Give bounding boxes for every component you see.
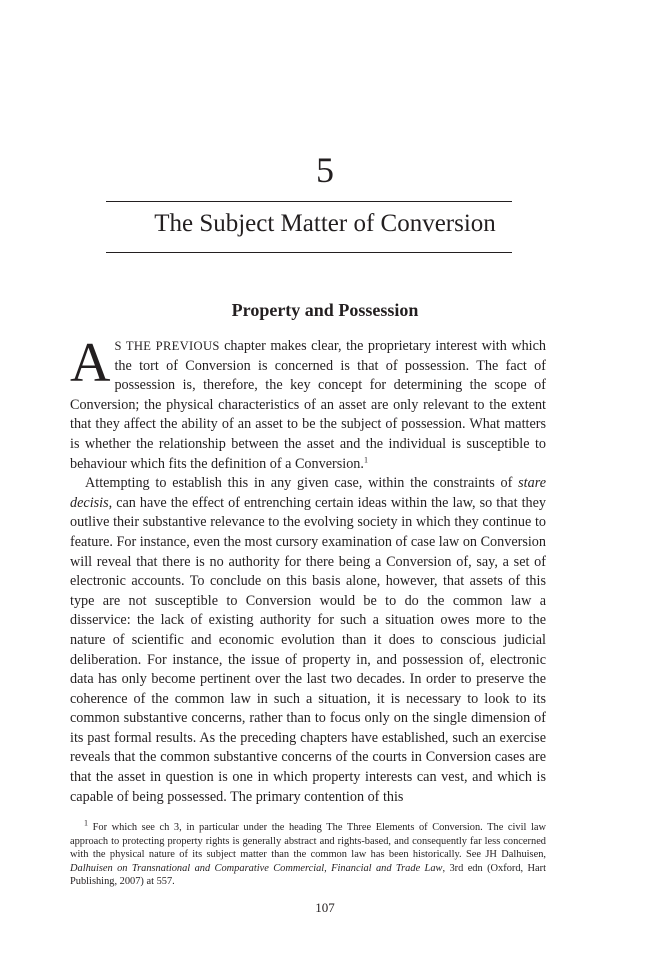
footnote: [70, 818, 546, 889]
chapter-number: 5: [316, 150, 334, 190]
opening-small-caps: S THE PREVIOUS: [114, 339, 220, 353]
footnote-text-a: For which see ch 3, in particular under the heading The Three Elements of Conversion. The civil law approach to protecting property rights is generally abstract and rights-based, and consequently far less concerned with the physical nature of its subject matter than the common law has been historically. See JH Dalhuisen,: [70, 822, 546, 861]
paragraph-2: [70, 474, 546, 807]
paragraph-1: [70, 332, 546, 474]
footnote-italic-title: Dalhuisen on Transnational and Comparative Commercial, Financial and Trade Law: [70, 862, 443, 874]
page-number: 107: [315, 900, 335, 915]
footnote-marker: 1: [84, 818, 88, 828]
paragraph-1-text: chapter makes clear, the proprietary interest with which the tort of Conversion is concerned is that of possession. The fact of possession is, therefore, the key concept for determining the scope of Conversion; the physical characteristics of an asset are only relevant to the extent that they affect the ability of an asset to be the subject of possession. What matters is whether the relationship between the asset and the individual is susceptible to behaviour which fits the definition of a Conversion.: [70, 338, 546, 472]
chapter-rule-top: [106, 201, 512, 202]
body-text: [70, 332, 546, 807]
footnote-text-b: , 3rd edn (Oxford, Hart Publishing, 2007) at 557.: [70, 862, 546, 888]
footnote-reference: 1: [363, 454, 368, 464]
section-heading: Property and Possession: [231, 300, 419, 320]
chapter-rule-bottom: [106, 252, 512, 253]
chapter-title: The Subject Matter of Conversion: [154, 210, 496, 237]
drop-cap: A: [70, 332, 111, 394]
paragraph-2-italic: stare decisis: [70, 475, 546, 511]
paragraph-2-lead: Attempting to establish this in any given case, within the constraints of: [85, 475, 519, 492]
paragraph-2-text: , can have the effect of entrenching certain ideas within the law, so that they outlive their substantive relevance to the evolving society in which they continue to feature. For instance, even the most cursory examination of case law on Conversion will reveal that there is no authority for there being a Conversion of, say, a set of electronic accounts. To conclude on this basis alone, however, that assets of this type are not susceptible to Conversion would be to do the common law a disservice: the lack of existing authority for such a situation owes more to the nature of scientific and economic evolution than it does to conscious judicial deliberation. For instance, the issue of property in, and possession of, electronic data has only become pertinent over the last two decades. In order to preserve the coherence of the common law in such a situation, it is necessary to look to its common substantive concerns, rather than to focus only on the single dimension of its past formal results. As the preceding chapters have established, such an exercise reveals that the common substantive concerns of the courts in Conversion cases are that the asset in question is one in which property interests can vest, and which is capable of being possessed. The primary contention of this: [70, 494, 546, 805]
